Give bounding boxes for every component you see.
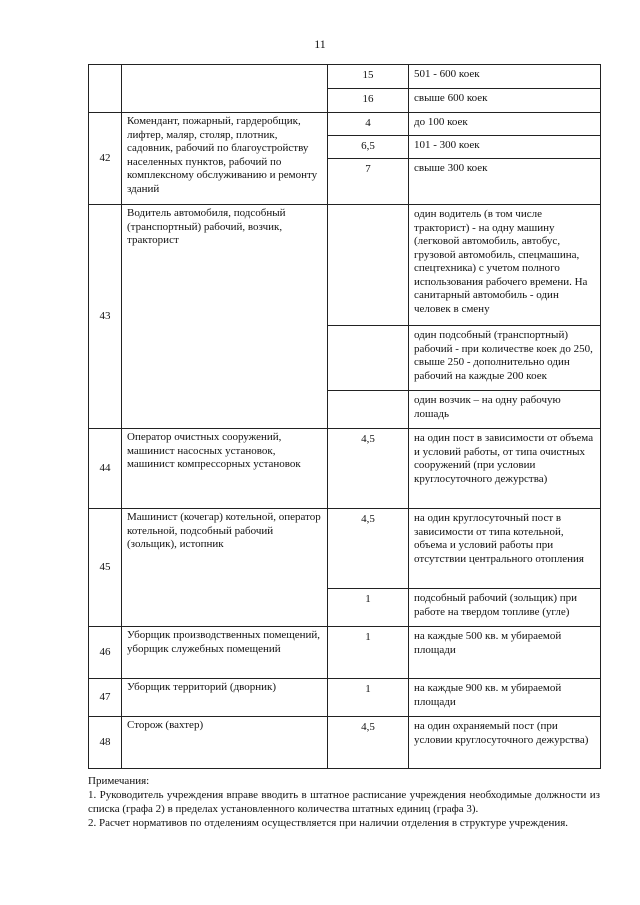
row-number: 42 [89, 113, 122, 205]
table-row [89, 509, 601, 589]
norm-condition: на каждые 900 кв. м убираемой площади [409, 679, 601, 717]
table-row [89, 113, 601, 136]
notes-heading: Примечания: [88, 775, 150, 787]
row-number: 44 [89, 429, 122, 509]
table-row [89, 429, 601, 509]
norm-condition: один водитель (в том числе тракторист) - на одну машину (легковой автомобиль, автобус, грузовой автомобиль, спецмашина, спецтехника) с учетом полного использования рабочего времени. На санитарный автомобиль - один человек в смену [409, 205, 601, 326]
position-title: Уборщик территорий (дворник) [122, 679, 328, 717]
staff-count: 1 [328, 589, 409, 627]
staff-count: 4,5 [328, 429, 409, 509]
staffing-norms-table [88, 64, 601, 769]
row-number [89, 65, 122, 113]
notes-section [88, 774, 600, 830]
row-number: 45 [89, 509, 122, 627]
norm-condition: на один пост в зависимости от объема и условий работы, от типа очистных сооружений (при условии круглосуточного дежурства) [409, 429, 601, 509]
norm-condition: 101 - 300 коек [409, 136, 601, 159]
row-number: 47 [89, 679, 122, 717]
note-item: 2. Расчет нормативов по отделениям осуществляется при наличии отделения в структуре учреждения. [88, 817, 569, 829]
norm-condition: свыше 600 коек [409, 89, 601, 113]
norm-condition: один возчик – на одну рабочую лошадь [409, 391, 601, 429]
position-title [122, 65, 328, 113]
norm-condition: на каждые 500 кв. м убираемой площади [409, 627, 601, 679]
staff-count [328, 326, 409, 391]
norm-condition: 501 - 600 коек [409, 65, 601, 89]
note-item: 1. Руководитель учреждения вправе вводить в штатное расписание учреждения необходимые должности из списка (графа 2) в пределах установленного количества штатных единиц (графа 3). [88, 789, 600, 815]
staff-count: 7 [328, 159, 409, 205]
table-row [89, 65, 601, 89]
table-row [89, 717, 601, 769]
staff-count: 4,5 [328, 717, 409, 769]
staff-count: 1 [328, 679, 409, 717]
table-row [89, 205, 601, 326]
staff-count: 1 [328, 627, 409, 679]
row-number: 48 [89, 717, 122, 769]
norm-condition: подсобный рабочий (зольщик) при работе на твердом топливе (угле) [409, 589, 601, 627]
staff-count: 15 [328, 65, 409, 89]
position-title: Сторож (вахтер) [122, 717, 328, 769]
page-number: 11 [314, 37, 326, 51]
position-title: Оператор очистных сооружений, машинист насосных установок, машинист компрессорных установок [122, 429, 328, 509]
staff-count: 6,5 [328, 136, 409, 159]
norm-condition: на один охраняемый пост (при условии круглосуточного дежурства) [409, 717, 601, 769]
norm-condition: до 100 коек [409, 113, 601, 136]
table-row [89, 679, 601, 717]
norm-condition: на один круглосуточный пост в зависимости от типа котельной, объема и условий работы при отсутствии центрального отопления [409, 509, 601, 589]
row-number: 46 [89, 627, 122, 679]
staff-count: 4 [328, 113, 409, 136]
position-title: Уборщик производственных помещений, уборщик служебных помещений [122, 627, 328, 679]
staff-count: 4,5 [328, 509, 409, 589]
staff-count [328, 391, 409, 429]
position-title: Комендант, пожарный, гардеробщик, лифтер, маляр, столяр, плотник, садовник, рабочий по благоустройству населенных пунктов, рабочий по комплексному обслуживанию и ремонту зданий [122, 113, 328, 205]
staff-count [328, 205, 409, 326]
norm-condition: свыше 300 коек [409, 159, 601, 205]
position-title: Водитель автомобиля, подсобный (транспортный) рабочий, возчик, тракторист [122, 205, 328, 429]
row-number: 43 [89, 205, 122, 429]
staff-count: 16 [328, 89, 409, 113]
position-title: Машинист (кочегар) котельной, оператор котельной, подсобный рабочий (зольщик), истопник [122, 509, 328, 627]
norm-condition: один подсобный (транспортный) рабочий - при количестве коек до 250, свыше 250 - дополнительно один рабочий на каждые 200 коек [409, 326, 601, 391]
table-row [89, 627, 601, 679]
